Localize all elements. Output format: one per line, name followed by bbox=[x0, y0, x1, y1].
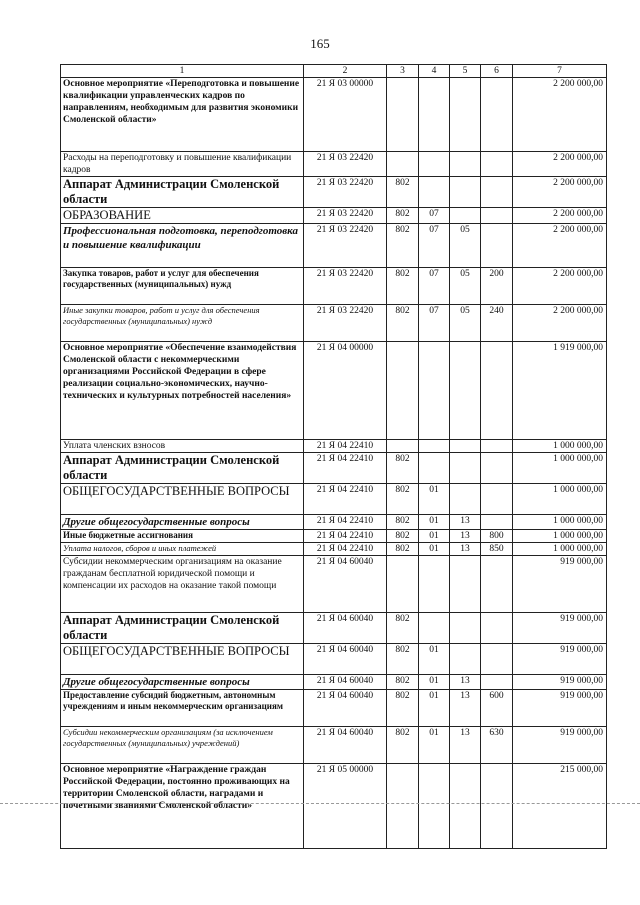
row-col6 bbox=[481, 453, 513, 484]
row-col6 bbox=[481, 152, 513, 177]
row-code: 21 Я 05 00000 bbox=[304, 764, 387, 849]
row-col5: 13 bbox=[450, 543, 481, 556]
row-col4 bbox=[419, 453, 450, 484]
row-col4 bbox=[419, 177, 450, 208]
row-name: Иные закупки товаров, работ и услуг для обеспечения государственных (муниципальных) нужд bbox=[61, 305, 304, 342]
row-code: 21 Я 03 22420 bbox=[304, 305, 387, 342]
row-amount: 919 000,00 bbox=[513, 675, 607, 690]
row-code: 21 Я 03 00000 bbox=[304, 78, 387, 152]
row-name: Аппарат Администрации Смоленской области bbox=[61, 453, 304, 484]
table-row bbox=[61, 644, 607, 675]
row-col4: 07 bbox=[419, 224, 450, 268]
row-col4 bbox=[419, 152, 450, 177]
row-col6 bbox=[481, 208, 513, 224]
row-col3: 802 bbox=[387, 530, 419, 543]
row-col3 bbox=[387, 440, 419, 453]
table-row bbox=[61, 342, 607, 440]
row-col4: 01 bbox=[419, 530, 450, 543]
row-code: 21 Я 04 60040 bbox=[304, 727, 387, 764]
row-col5 bbox=[450, 177, 481, 208]
row-col3 bbox=[387, 78, 419, 152]
row-col4: 01 bbox=[419, 484, 450, 515]
row-col6 bbox=[481, 224, 513, 268]
row-amount: 2 200 000,00 bbox=[513, 305, 607, 342]
row-name: ОБЩЕГОСУДАРСТВЕННЫЕ ВОПРОСЫ bbox=[61, 484, 304, 515]
row-col5 bbox=[450, 152, 481, 177]
row-amount: 1 000 000,00 bbox=[513, 440, 607, 453]
row-code: 21 Я 04 22410 bbox=[304, 453, 387, 484]
row-col6 bbox=[481, 515, 513, 530]
row-col6 bbox=[481, 613, 513, 644]
table-row bbox=[61, 440, 607, 453]
row-col4 bbox=[419, 342, 450, 440]
row-col6 bbox=[481, 342, 513, 440]
row-amount: 2 200 000,00 bbox=[513, 152, 607, 177]
row-col3: 802 bbox=[387, 515, 419, 530]
row-col6 bbox=[481, 556, 513, 613]
row-col3 bbox=[387, 342, 419, 440]
row-col3: 802 bbox=[387, 644, 419, 675]
row-name: Профессиональная подготовка, переподготовка и повышение квалификации bbox=[61, 224, 304, 268]
row-col3: 802 bbox=[387, 305, 419, 342]
row-col5: 13 bbox=[450, 690, 481, 727]
row-code: 21 Я 04 22410 bbox=[304, 530, 387, 543]
row-code: 21 Я 04 22410 bbox=[304, 515, 387, 530]
table-row bbox=[61, 78, 607, 152]
row-col6: 800 bbox=[481, 530, 513, 543]
row-col6: 850 bbox=[481, 543, 513, 556]
column-header: 2 bbox=[304, 65, 387, 78]
row-col3: 802 bbox=[387, 268, 419, 305]
row-amount: 2 200 000,00 bbox=[513, 177, 607, 208]
row-col5 bbox=[450, 484, 481, 515]
table-row bbox=[61, 530, 607, 543]
row-name: ОБРАЗОВАНИЕ bbox=[61, 208, 304, 224]
row-col4: 01 bbox=[419, 543, 450, 556]
table-row bbox=[61, 152, 607, 177]
row-amount: 919 000,00 bbox=[513, 613, 607, 644]
row-col6 bbox=[481, 644, 513, 675]
table-row bbox=[61, 727, 607, 764]
row-amount: 2 200 000,00 bbox=[513, 78, 607, 152]
row-col5 bbox=[450, 440, 481, 453]
row-amount: 2 200 000,00 bbox=[513, 224, 607, 268]
row-col3 bbox=[387, 764, 419, 849]
row-col3: 802 bbox=[387, 453, 419, 484]
row-col4: 07 bbox=[419, 305, 450, 342]
row-amount: 1 000 000,00 bbox=[513, 515, 607, 530]
row-col4: 01 bbox=[419, 644, 450, 675]
table-row bbox=[61, 556, 607, 613]
row-name: ОБЩЕГОСУДАРСТВЕННЫЕ ВОПРОСЫ bbox=[61, 644, 304, 675]
row-code: 21 Я 04 22410 bbox=[304, 484, 387, 515]
row-amount: 2 200 000,00 bbox=[513, 208, 607, 224]
column-header: 5 bbox=[450, 65, 481, 78]
table-row bbox=[61, 208, 607, 224]
row-col5: 13 bbox=[450, 515, 481, 530]
row-amount: 919 000,00 bbox=[513, 690, 607, 727]
row-amount: 919 000,00 bbox=[513, 556, 607, 613]
row-name: Субсидии некоммерческим организациям (за исключением государственных (муниципальных) учреждений) bbox=[61, 727, 304, 764]
table-row bbox=[61, 305, 607, 342]
row-col4 bbox=[419, 78, 450, 152]
row-col5: 05 bbox=[450, 268, 481, 305]
column-header: 4 bbox=[419, 65, 450, 78]
row-amount: 215 000,00 bbox=[513, 764, 607, 849]
row-amount: 1 000 000,00 bbox=[513, 453, 607, 484]
row-col3 bbox=[387, 556, 419, 613]
row-col4 bbox=[419, 440, 450, 453]
row-col5 bbox=[450, 764, 481, 849]
row-col4 bbox=[419, 556, 450, 613]
row-code: 21 Я 04 60040 bbox=[304, 644, 387, 675]
row-name: Основное мероприятие «Награждение граждан Российской Федерации, постоянно проживающих на территории Смоленской области, наградами и почетными званиями Смоленской области» bbox=[61, 764, 304, 849]
row-col4: 07 bbox=[419, 268, 450, 305]
scan-fold-line bbox=[0, 803, 640, 804]
row-col6: 240 bbox=[481, 305, 513, 342]
row-col5 bbox=[450, 453, 481, 484]
row-col5 bbox=[450, 208, 481, 224]
row-col6 bbox=[481, 440, 513, 453]
row-col5 bbox=[450, 613, 481, 644]
row-col5 bbox=[450, 556, 481, 613]
row-col4: 07 bbox=[419, 208, 450, 224]
row-code: 21 Я 04 60040 bbox=[304, 675, 387, 690]
row-amount: 1 000 000,00 bbox=[513, 530, 607, 543]
row-amount: 2 200 000,00 bbox=[513, 268, 607, 305]
row-code: 21 Я 03 22420 bbox=[304, 152, 387, 177]
row-name: Аппарат Администрации Смоленской области bbox=[61, 613, 304, 644]
row-code: 21 Я 03 22420 bbox=[304, 268, 387, 305]
row-name: Уплата налогов, сборов и иных платежей bbox=[61, 543, 304, 556]
row-col4: 01 bbox=[419, 675, 450, 690]
page-number: 165 bbox=[310, 36, 330, 51]
row-col3: 802 bbox=[387, 675, 419, 690]
row-col6 bbox=[481, 675, 513, 690]
table-row bbox=[61, 764, 607, 849]
row-col3: 802 bbox=[387, 208, 419, 224]
row-col5: 05 bbox=[450, 305, 481, 342]
row-col5 bbox=[450, 342, 481, 440]
table-row bbox=[61, 543, 607, 556]
row-col6: 600 bbox=[481, 690, 513, 727]
row-col4: 01 bbox=[419, 515, 450, 530]
row-col6 bbox=[481, 177, 513, 208]
row-col5 bbox=[450, 78, 481, 152]
row-amount: 919 000,00 bbox=[513, 727, 607, 764]
row-name: Субсидии некоммерческим организациям на оказание гражданам бесплатной юридической помощи и компенсации их расходов на оказание такой помощи bbox=[61, 556, 304, 613]
row-name: Другие общегосударственные вопросы bbox=[61, 675, 304, 690]
row-col6 bbox=[481, 764, 513, 849]
table-row bbox=[61, 268, 607, 305]
table-row bbox=[61, 453, 607, 484]
row-name: Закупка товаров, работ и услуг для обеспечения государственных (муниципальных) нужд bbox=[61, 268, 304, 305]
row-col3: 802 bbox=[387, 727, 419, 764]
row-code: 21 Я 04 60040 bbox=[304, 556, 387, 613]
row-code: 21 Я 04 22410 bbox=[304, 440, 387, 453]
column-header: 1 bbox=[61, 65, 304, 78]
column-header: 7 bbox=[513, 65, 607, 78]
row-name: Иные бюджетные ассигнования bbox=[61, 530, 304, 543]
row-code: 21 Я 03 22420 bbox=[304, 177, 387, 208]
row-code: 21 Я 03 22420 bbox=[304, 224, 387, 268]
row-name: Аппарат Администрации Смоленской области bbox=[61, 177, 304, 208]
table-row bbox=[61, 690, 607, 727]
row-name: Уплата членских взносов bbox=[61, 440, 304, 453]
row-name: Расходы на переподготовку и повышение квалификации кадров bbox=[61, 152, 304, 177]
row-col6: 630 bbox=[481, 727, 513, 764]
row-code: 21 Я 04 00000 bbox=[304, 342, 387, 440]
row-col3: 802 bbox=[387, 613, 419, 644]
table-row bbox=[61, 224, 607, 268]
table-row bbox=[61, 675, 607, 690]
row-col5: 05 bbox=[450, 224, 481, 268]
row-name: Основное мероприятие «Переподготовка и повышение квалификации управленческих кадров по направлениям, необходимым для развития экономики Смоленской области» bbox=[61, 78, 304, 152]
row-col3: 802 bbox=[387, 177, 419, 208]
row-amount: 1 000 000,00 bbox=[513, 484, 607, 515]
row-col6: 200 bbox=[481, 268, 513, 305]
budget-table bbox=[60, 64, 607, 849]
row-col3: 802 bbox=[387, 224, 419, 268]
row-col6 bbox=[481, 78, 513, 152]
row-code: 21 Я 03 22420 bbox=[304, 208, 387, 224]
column-header: 3 bbox=[387, 65, 419, 78]
row-col5: 13 bbox=[450, 675, 481, 690]
row-col3: 802 bbox=[387, 484, 419, 515]
row-col4 bbox=[419, 613, 450, 644]
row-col5: 13 bbox=[450, 727, 481, 764]
row-name: Предоставление субсидий бюджетным, автономным учреждениям и иным некоммерческим организациям bbox=[61, 690, 304, 727]
table-row bbox=[61, 515, 607, 530]
row-amount: 919 000,00 bbox=[513, 644, 607, 675]
column-header: 6 bbox=[481, 65, 513, 78]
row-amount: 1 000 000,00 bbox=[513, 543, 607, 556]
row-col4 bbox=[419, 764, 450, 849]
table-row bbox=[61, 177, 607, 208]
row-code: 21 Я 04 60040 bbox=[304, 613, 387, 644]
row-col5: 13 bbox=[450, 530, 481, 543]
table-row bbox=[61, 484, 607, 515]
row-amount: 1 919 000,00 bbox=[513, 342, 607, 440]
row-code: 21 Я 04 22410 bbox=[304, 543, 387, 556]
row-code: 21 Я 04 60040 bbox=[304, 690, 387, 727]
row-col5 bbox=[450, 644, 481, 675]
row-col3 bbox=[387, 152, 419, 177]
table-row bbox=[61, 613, 607, 644]
table-header-row bbox=[61, 65, 607, 78]
row-col6 bbox=[481, 484, 513, 515]
row-name: Основное мероприятие «Обеспечение взаимодействия Смоленской области с некоммерческими организациями Российской Федерации в сфере реализации социально-экономических, научно-технических и культурных потребностей населения» bbox=[61, 342, 304, 440]
row-name: Другие общегосударственные вопросы bbox=[61, 515, 304, 530]
row-col4: 01 bbox=[419, 690, 450, 727]
row-col3: 802 bbox=[387, 690, 419, 727]
row-col3: 802 bbox=[387, 543, 419, 556]
row-col4: 01 bbox=[419, 727, 450, 764]
